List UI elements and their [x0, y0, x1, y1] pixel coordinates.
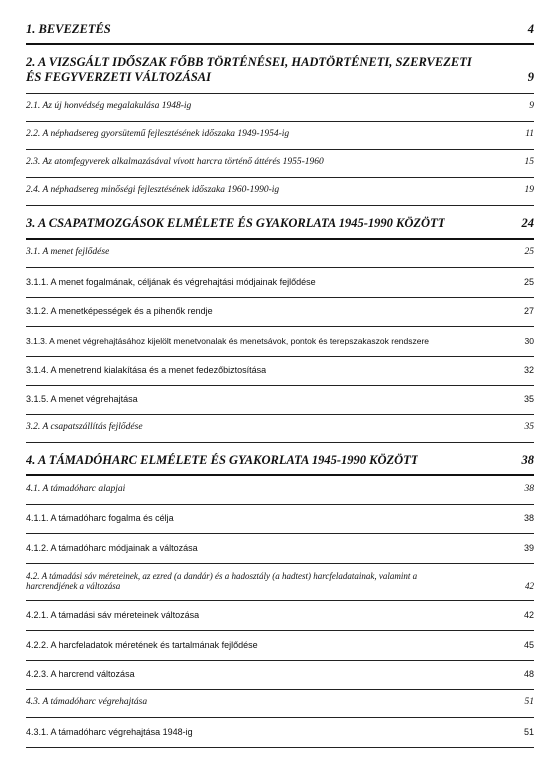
toc-entry-title: 3.1.1. A menet fogalmának, céljának és végrehajtási módjainak fejlődése [26, 277, 316, 287]
toc-entry-title: 3.2. A csapatszállítás fejlődése [26, 422, 143, 432]
toc-entry-section-3-2[interactable] [26, 422, 534, 432]
toc-rule [26, 504, 534, 505]
toc-entry-title: 4. A TÁMADÓHARC ELMÉLETE ÉS GYAKORLATA 1945-1990 KÖZÖTT [26, 453, 419, 467]
toc-entry-section-4-2[interactable] [26, 571, 534, 591]
toc-entry-title: 3.1.2. A menetképességek és a pihenők rendje [26, 306, 213, 316]
toc-rule [26, 689, 534, 690]
toc-entry-title: 4.1.1. A támadóharc fogalma és célja [26, 513, 174, 523]
toc-entry-chapter-1[interactable] [26, 22, 534, 37]
toc-rule [26, 474, 534, 476]
toc-rule [26, 442, 534, 443]
toc-entry-page: 38 [524, 484, 534, 494]
toc-rule [26, 177, 534, 178]
toc-rule [26, 747, 534, 748]
toc-rule [26, 121, 534, 122]
toc-entry-page: 51 [523, 727, 534, 737]
toc-entry-subsection-3-1-3[interactable] [26, 336, 534, 346]
toc-rule [26, 326, 534, 327]
toc-entry-chapter-4[interactable] [26, 453, 534, 468]
toc-entry-title-line2: ÉS FEGYVERZETI VÁLTOZÁSAI [26, 70, 212, 84]
toc-entry-title-line2: harcrendjének a változása [26, 581, 121, 591]
toc-rule [26, 533, 534, 534]
toc-entry-title: 3.1.3. A menet végrehajtásához kijelölt menetvonalak és menetsávok, pontok és terepszakaszok rendszere [26, 336, 430, 346]
toc-entry-section-3-1[interactable] [26, 247, 534, 257]
toc-entry-page: 39 [523, 543, 534, 553]
toc-rule [26, 93, 534, 94]
toc-entry-section-2-2[interactable] [26, 129, 534, 139]
toc-rule [26, 660, 534, 661]
toc-rule [26, 205, 534, 206]
toc-rule [26, 630, 534, 631]
toc-entry-page: 25 [523, 277, 534, 287]
toc-rule [26, 267, 534, 268]
toc-entry-section-2-4[interactable] [26, 185, 534, 195]
toc-entry-subsection-4-1-1[interactable] [26, 513, 534, 523]
toc-entry-page: 32 [523, 365, 534, 375]
toc-entry-title: 4.2.3. A harcrend változása [26, 669, 135, 679]
toc-entry-title-line1: 2. A VIZSGÁLT IDŐSZAK FŐBB TÖRTÉNÉSEI, HADTÖRTÉNETI, SZERVEZETI [26, 55, 472, 69]
toc-entry-subsection-3-1-4[interactable] [26, 365, 534, 375]
toc-entry-title: 4.3. A támadóharc végrehajtása [26, 697, 148, 707]
toc-entry-subsection-4-3-1[interactable] [26, 727, 534, 737]
toc-entry-subsection-4-2-2[interactable] [26, 640, 534, 650]
toc-entry-section-2-3[interactable] [26, 157, 534, 167]
toc-entry-section-4-3[interactable] [26, 697, 534, 707]
toc-entry-title: 2.3. Az atomfegyverek alkalmazásával vívott harcra történő áttérés 1955-1960 [26, 157, 324, 167]
toc-rule [26, 414, 534, 415]
toc-entry-title: 3.1.5. A menet végrehajtása [26, 394, 138, 404]
toc-entry-page: 35 [524, 422, 534, 432]
toc-entry-subsection-4-2-3[interactable] [26, 669, 534, 679]
toc-entry-title: 4.1.2. A támadóharc módjainak a változása [26, 543, 198, 553]
toc-entry-title: 4.1. A támadóharc alapjai [26, 484, 126, 494]
toc-entry-subsection-4-2-1[interactable] [26, 610, 534, 620]
toc-entry-page: 19 [524, 185, 534, 195]
toc-entry-page: 9 [527, 70, 534, 84]
toc-entry-chapter-2[interactable] [26, 55, 534, 85]
toc-entry-page: 30 [524, 336, 534, 346]
toc-entry-page: 4 [527, 22, 534, 36]
toc-entry-page: 9 [529, 101, 534, 111]
toc-rule [26, 356, 534, 357]
toc-entry-title: 3. A CSAPATMOZGÁSOK ELMÉLETE ÉS GYAKORLATA 1945-1990 KÖZÖTT [26, 216, 446, 230]
toc-rule [26, 385, 534, 386]
toc-rule [26, 563, 534, 564]
toc-rule [26, 717, 534, 718]
toc-entry-title: 1. BEVEZETÉS [26, 22, 111, 36]
toc-entry-page: 38 [523, 513, 534, 523]
toc-entry-section-4-1[interactable] [26, 484, 534, 494]
toc-rule [26, 43, 534, 45]
toc-entry-subsection-3-1-1[interactable] [26, 277, 534, 287]
toc-entry-page: 51 [524, 697, 534, 707]
toc-entry-page: 24 [521, 216, 534, 230]
toc-entry-page: 48 [523, 669, 534, 679]
toc-entry-title-line1: 4.2. A támadási sáv méreteinek, az ezred (a dandár) és a hadosztály (a hadtest) harcfeladatainak, valamint a [26, 571, 418, 581]
toc-entry-page: 27 [523, 306, 534, 316]
toc-entry-page: 15 [524, 157, 534, 167]
toc-entry-page: 38 [521, 453, 534, 467]
toc-entry-page: 11 [525, 129, 534, 139]
toc-entry-page: 45 [523, 640, 534, 650]
toc-entry-subsection-3-1-2[interactable] [26, 306, 534, 316]
toc-rule [26, 149, 534, 150]
toc-entry-section-2-1[interactable] [26, 101, 534, 111]
toc-entry-page: 42 [523, 610, 534, 620]
toc-entry-title: 3.1.4. A menetrend kialakítása és a menet fedezőbiztosítása [26, 365, 267, 375]
toc-entry-page: 25 [524, 247, 534, 257]
toc-entry-title: 2.2. A néphadsereg gyorsütemű fejlesztésének időszaka 1949-1954-ig [26, 129, 290, 139]
toc-entry-title: 2.1. Az új honvédség megalakulása 1948-ig [26, 101, 192, 111]
toc-entry-page: 42 [525, 581, 534, 591]
toc-entry-title: 4.2.1. A támadási sáv méreteinek változása [26, 610, 200, 620]
toc-entry-page: 35 [523, 394, 534, 404]
toc-entry-title: 2.4. A néphadsereg minőségi fejlesztésének időszaka 1960-1990-ig [26, 185, 280, 195]
toc-rule [26, 238, 534, 240]
toc-entry-subsection-3-1-5[interactable] [26, 394, 534, 404]
toc-entry-chapter-3[interactable] [26, 216, 534, 231]
toc-entry-subsection-4-1-2[interactable] [26, 543, 534, 553]
toc-rule [26, 600, 534, 601]
toc-entry-title: 4.2.2. A harcfeladatok méretének és tartalmának fejlődése [26, 640, 258, 650]
toc-entry-title: 3.1. A menet fejlődése [26, 247, 110, 257]
toc-entry-title: 4.3.1. A támadóharc végrehajtása 1948-ig [26, 727, 193, 737]
toc-rule [26, 297, 534, 298]
